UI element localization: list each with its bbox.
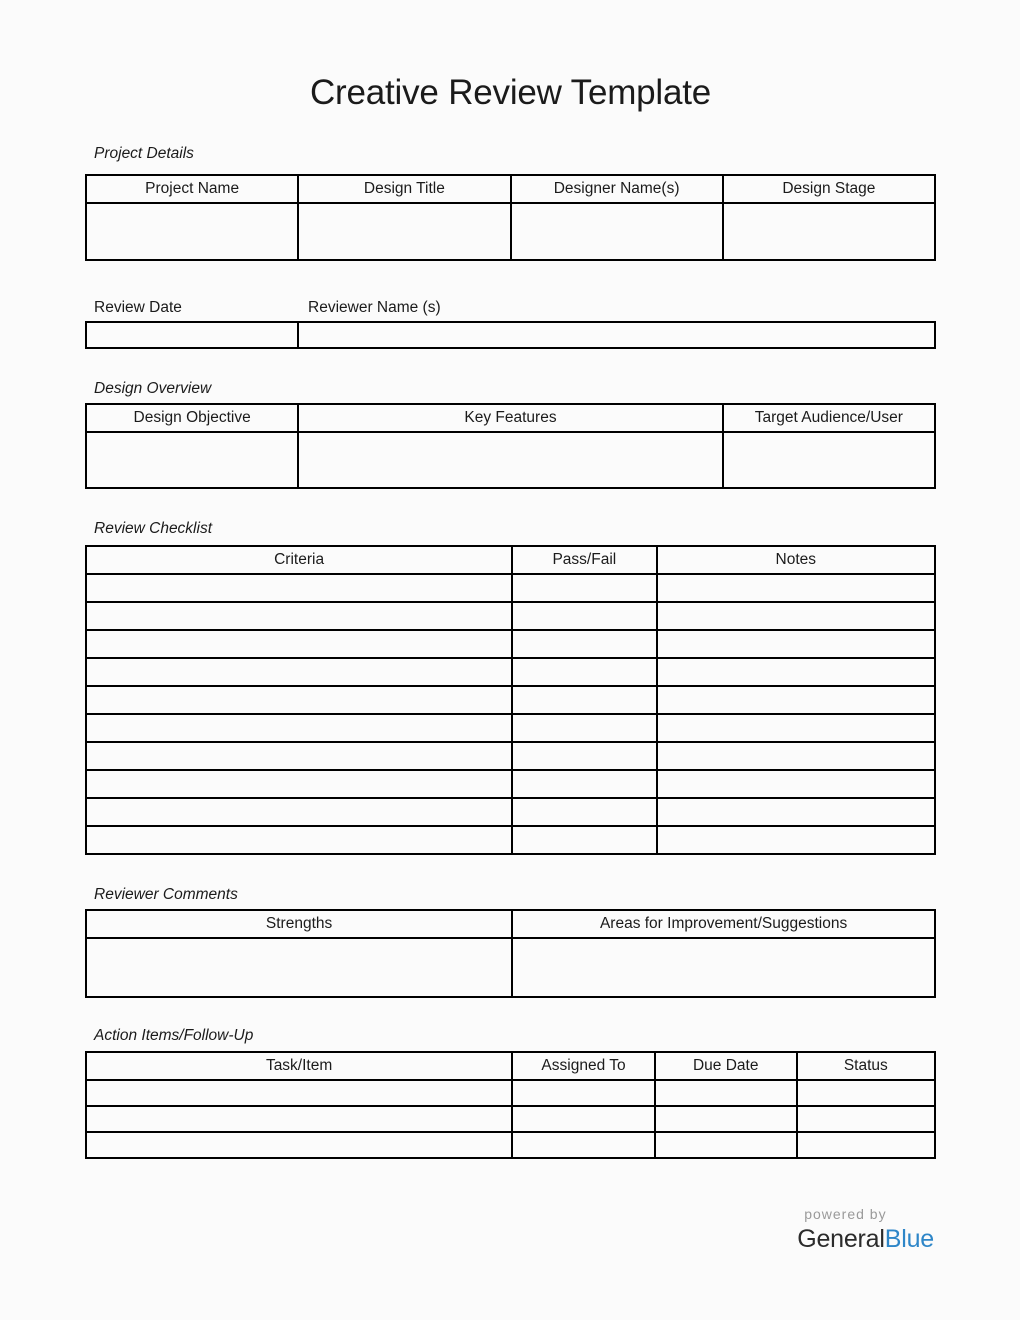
empty-cell bbox=[86, 686, 512, 714]
empty-cell bbox=[512, 686, 656, 714]
column-header-pass-fail: Pass/Fail bbox=[512, 546, 656, 574]
column-header-strengths: Strengths bbox=[86, 910, 512, 938]
column-header-key-features: Key Features bbox=[298, 404, 723, 432]
empty-cell bbox=[657, 770, 935, 798]
table-row bbox=[86, 686, 935, 714]
review-checklist-table bbox=[85, 545, 936, 855]
table-row bbox=[86, 1132, 935, 1158]
header-row bbox=[86, 404, 935, 432]
empty-cell bbox=[723, 203, 935, 260]
empty-cell bbox=[657, 798, 935, 826]
empty-cell bbox=[86, 322, 298, 348]
empty-cell bbox=[512, 714, 656, 742]
empty-cell bbox=[657, 686, 935, 714]
empty-cell bbox=[657, 630, 935, 658]
column-header-task-item: Task/Item bbox=[86, 1052, 512, 1080]
page-title: Creative Review Template bbox=[309, 73, 712, 112]
review-info-labels bbox=[85, 298, 936, 317]
table-row bbox=[86, 630, 935, 658]
empty-cell bbox=[86, 714, 512, 742]
column-header-design-objective: Design Objective bbox=[86, 404, 298, 432]
empty-cell bbox=[512, 1132, 655, 1158]
empty-cell bbox=[86, 658, 512, 686]
footer-brand bbox=[797, 1206, 934, 1254]
empty-cell bbox=[512, 602, 656, 630]
empty-cell bbox=[512, 574, 656, 602]
reviewer-comments-table bbox=[85, 909, 936, 998]
empty-cell bbox=[797, 1106, 935, 1132]
document-content bbox=[85, 0, 936, 1159]
design-overview-table bbox=[85, 403, 936, 489]
table-row bbox=[86, 714, 935, 742]
empty-cell bbox=[298, 203, 510, 260]
column-header-assigned-to: Assigned To bbox=[512, 1052, 655, 1080]
empty-cell bbox=[86, 770, 512, 798]
empty-cell bbox=[657, 742, 935, 770]
empty-cell bbox=[512, 1080, 655, 1106]
table-row bbox=[86, 798, 935, 826]
column-header-design-title: Design Title bbox=[298, 175, 510, 203]
column-header-due-date: Due Date bbox=[655, 1052, 797, 1080]
powered-by-text: powered by bbox=[804, 1206, 887, 1222]
table-row bbox=[86, 938, 935, 997]
empty-cell bbox=[512, 742, 656, 770]
empty-cell bbox=[657, 658, 935, 686]
table-row bbox=[86, 1106, 935, 1132]
empty-cell bbox=[86, 826, 512, 854]
empty-cell bbox=[86, 798, 512, 826]
empty-cell bbox=[511, 203, 723, 260]
empty-cell bbox=[512, 1106, 655, 1132]
column-header-improvements: Areas for Improvement/Suggestions bbox=[512, 910, 935, 938]
project-details-table bbox=[85, 174, 936, 261]
empty-cell bbox=[655, 1080, 797, 1106]
column-header-designer-names: Designer Name(s) bbox=[511, 175, 723, 203]
empty-cell bbox=[797, 1080, 935, 1106]
column-header-status: Status bbox=[797, 1052, 935, 1080]
section-label-action-items: Action Items/Follow-Up bbox=[94, 1027, 254, 1044]
empty-cell bbox=[512, 938, 935, 997]
empty-cell bbox=[298, 322, 935, 348]
table-row bbox=[86, 742, 935, 770]
table-row bbox=[86, 574, 935, 602]
header-row bbox=[86, 1052, 935, 1080]
column-header-design-stage: Design Stage bbox=[723, 175, 935, 203]
empty-cell bbox=[86, 203, 298, 260]
empty-cell bbox=[86, 1106, 512, 1132]
brand-blue-text: Blue bbox=[884, 1225, 934, 1253]
section-label-design-overview: Design Overview bbox=[94, 380, 212, 397]
table-row bbox=[86, 322, 935, 348]
empty-cell bbox=[86, 742, 512, 770]
empty-cell bbox=[655, 1106, 797, 1132]
empty-cell bbox=[657, 714, 935, 742]
empty-cell bbox=[512, 630, 656, 658]
column-header-target-audience: Target Audience/User bbox=[723, 404, 935, 432]
column-header-criteria: Criteria bbox=[86, 546, 512, 574]
empty-cell bbox=[723, 432, 935, 488]
review-date-label: Review Date bbox=[94, 299, 182, 316]
table-row bbox=[86, 432, 935, 488]
empty-cell bbox=[512, 826, 656, 854]
table-row bbox=[86, 602, 935, 630]
empty-cell bbox=[797, 1132, 935, 1158]
table-row bbox=[86, 658, 935, 686]
general-blue-logo bbox=[797, 1224, 934, 1254]
empty-cell bbox=[512, 798, 656, 826]
table-row bbox=[86, 770, 935, 798]
empty-cell bbox=[655, 1132, 797, 1158]
header-row bbox=[86, 910, 935, 938]
brand-general-text: General bbox=[797, 1225, 885, 1253]
empty-cell bbox=[298, 432, 723, 488]
section-label-reviewer-comments: Reviewer Comments bbox=[94, 886, 238, 903]
empty-cell bbox=[86, 1080, 512, 1106]
empty-cell bbox=[512, 658, 656, 686]
column-header-notes: Notes bbox=[657, 546, 935, 574]
reviewer-name-label: Reviewer Name (s) bbox=[308, 299, 441, 316]
empty-cell bbox=[86, 938, 512, 997]
header-row bbox=[86, 546, 935, 574]
action-items-table bbox=[85, 1051, 936, 1159]
empty-cell bbox=[657, 602, 935, 630]
empty-cell bbox=[86, 574, 512, 602]
table-row bbox=[86, 1080, 935, 1106]
empty-cell bbox=[86, 1132, 512, 1158]
column-header-project-name: Project Name bbox=[86, 175, 298, 203]
empty-cell bbox=[86, 630, 512, 658]
section-label-review-checklist: Review Checklist bbox=[94, 520, 213, 537]
empty-cell bbox=[657, 574, 935, 602]
table-row bbox=[86, 826, 935, 854]
table-row bbox=[86, 203, 935, 260]
empty-cell bbox=[512, 770, 656, 798]
empty-cell bbox=[86, 432, 298, 488]
empty-cell bbox=[86, 602, 512, 630]
section-label-project-details: Project Details bbox=[94, 145, 194, 162]
empty-cell bbox=[657, 826, 935, 854]
review-info-table bbox=[85, 321, 936, 349]
header-row bbox=[86, 175, 935, 203]
